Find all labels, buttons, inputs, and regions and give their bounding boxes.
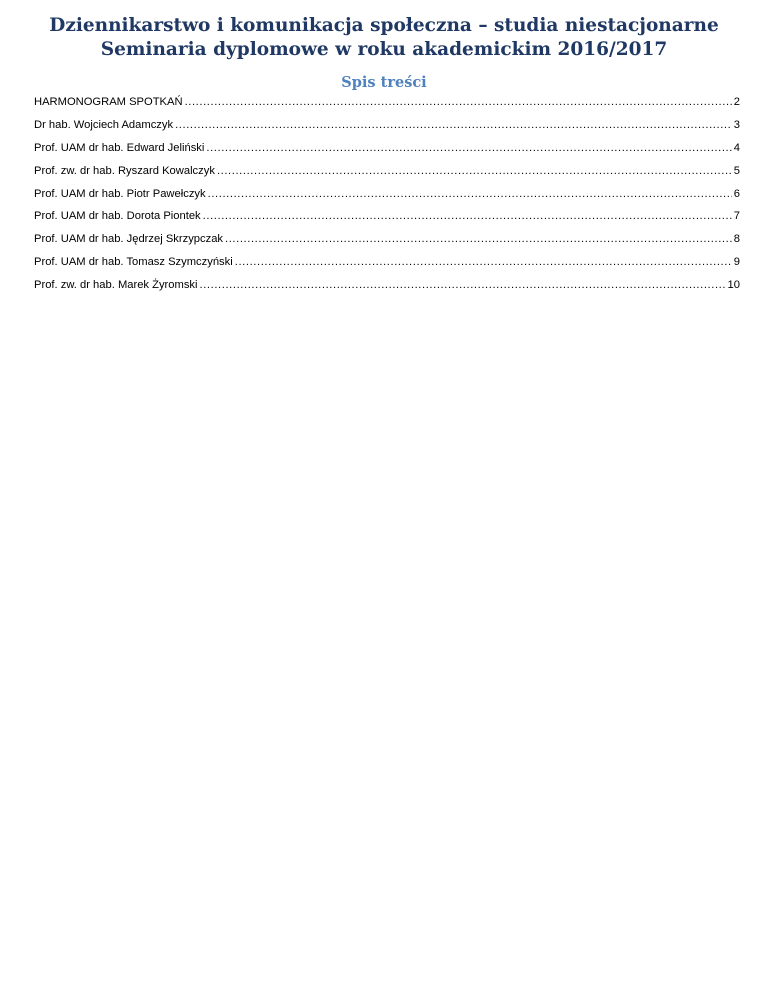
toc-entry-harmonogram[interactable] <box>34 95 740 118</box>
toc-entry-adamczyk[interactable] <box>34 118 740 141</box>
document-title <box>0 14 768 62</box>
toc-entry-pawelczyk[interactable] <box>34 187 740 210</box>
toc-entry-label: Prof. UAM dr hab. Tomasz Szymczyński <box>34 256 233 269</box>
toc-entry-label: Prof. UAM dr hab. Jędrzej Skrzypczak <box>34 233 224 246</box>
toc-entry-zyromski[interactable] <box>34 278 740 301</box>
toc-entry-skrzypczak[interactable] <box>34 232 740 255</box>
toc-dot-leader <box>206 141 731 155</box>
toc-entry-kowalczyk[interactable] <box>34 164 740 187</box>
toc-entry-label: Prof. UAM dr hab. Edward Jeliński <box>34 141 205 154</box>
toc-entry-page-number: 3 <box>733 118 740 131</box>
toc-entry-page-number: 2 <box>733 96 740 108</box>
toc-entry-page-number: 4 <box>733 141 740 154</box>
toc-entry-label: Prof. UAM dr hab. Dorota Piontek <box>34 210 201 223</box>
toc-entry-szymczynski[interactable] <box>34 255 740 278</box>
toc-entry-page-number: 7 <box>733 210 740 223</box>
toc-entry-page-number: 5 <box>733 164 740 177</box>
toc-entry-label: Prof. UAM dr hab. Piotr Pawełczyk <box>34 187 206 200</box>
toc-dot-leader <box>175 118 732 132</box>
toc-dot-leader <box>203 209 732 223</box>
toc-dot-leader <box>208 187 732 201</box>
toc-entry-page-number: 8 <box>733 233 740 246</box>
document-title-line-2: Seminaria dyplomowe w roku akademickim 2016/2017 <box>100 39 668 60</box>
document-title-line-1: Dziennikarstwo i komunikacja społeczna – studia niestacjonarne <box>49 15 719 36</box>
toc-dot-leader <box>235 255 732 269</box>
toc-entry-label: HARMONOGRAM SPOTKAŃ <box>34 96 183 108</box>
toc-entry-piontek[interactable] <box>34 209 740 232</box>
toc-dot-leader <box>200 278 726 292</box>
toc-dot-leader <box>225 232 732 246</box>
table-of-contents <box>34 95 740 301</box>
toc-entry-page-number: 9 <box>733 256 740 269</box>
toc-entry-label: Dr hab. Wojciech Adamczyk <box>34 118 174 131</box>
toc-entry-page-number: 6 <box>733 187 740 200</box>
toc-entry-jelinski[interactable] <box>34 141 740 164</box>
toc-dot-leader <box>185 95 732 109</box>
toc-entry-label: Prof. zw. dr hab. Ryszard Kowalczyk <box>34 164 215 177</box>
toc-entry-page-number: 10 <box>727 279 740 292</box>
toc-entry-label: Prof. zw. dr hab. Marek Żyromski <box>34 279 198 292</box>
toc-dot-leader <box>217 164 732 178</box>
toc-heading: Spis treści <box>341 74 427 91</box>
